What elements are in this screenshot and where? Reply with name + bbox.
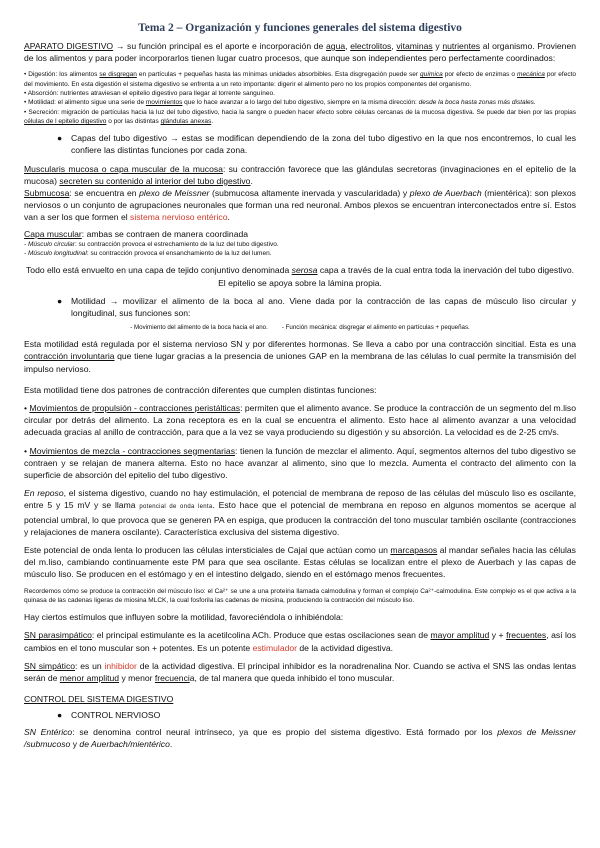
procesos-list [24,70,576,126]
bullet-dot: ● [57,710,63,721]
enterico-paragraph: SN Entérico: se denomina control neural intrínseco, ya que es propio del sistema digestivo. Está formado por los plexos de Meissner /submucoso y de Auerbach/mientérico. [24,726,577,749]
capas-bullet: ● Capas del tubo digestivo → estas se modifican dependiendo de la zona del tubo digestivo en la que nos encontremos, lo cual les confiere las distintas funciones por cada zona. [57,133,576,156]
proceso-digestion: • Digestión: los alimentos se disgregan en partículas + pequeñas hasta las mínimas unidades absorbibles. Esta disgregación puede ser química por efecto de enzimas o mecánica por efecto del movimiento. En esta digestión el sistema digestivo se enfrenta a un reto importante: digerir el alimento pero no los propios componentes del organismo. [24,71,576,88]
funcion-movimiento: - Movimiento del alimento de la boca hacia el ano. [130,324,268,332]
simpatico-paragraph: SN simpático: es un inhibidor de la actividad digestiva. El principal inhibidor es la noradrenalina Nor. Cuando se activa el SNS las ondas lentas serán de menor amplitud y menor frecuencia, de tal manera que queda inhibido el tono muscular. [24,660,577,684]
musculo-circular-line: - Músculo circular: su contracción provoca el estrechamiento de la luz del tubo digestivo. [24,240,279,248]
bullet-dot: ● [57,295,63,306]
aparato-label: APARATO DIGESTIVO [24,41,114,51]
proceso-secrecion: • Secreción: migración de partículas hacia la luz del tubo digestivo, hacia la sangre o pueden hacer efecto sobre células cercanas de la mucosa digestiva. Se puede dar bien por las propias células de l epitelio digestivo o por las distintas glándulas anexas. [24,108,576,125]
control-heading: CONTROL DEL SISTEMA DIGESTIVO [24,694,174,705]
propulsion-paragraph: • Movimientos de propulsión - contracciones peristálticas: permiten que el alimento avance. Se produce la contracción de un segmento del m.liso circular por detrás del alimento. La zona receptora es en la cual se encuentra el alimento. Esto hace al alimento avanzar a una velocidad adecuada gracias al anillo de contracción, para que a la vez se vaya produciendo su digestión y su absorción. La velocidad es de 2-25 cm/s. [24,403,576,438]
musculo-longitudinal-line: - Músculo longitudinal: su contracción provoca el ensanchamiento de la luz del lumen. [24,250,272,258]
calcio-paragraph: Recordemos cómo se produce la contracción del músculo liso: el Ca²⁺ se une a una proteína llamada calmodulina y forman el complejo Ca²⁺-calmodulina. Este complejo es el que activa a la quinasa de las cadenas ligeras de miosina MLCK, la cual fosforila las cadenas de miosina, produciendo la contracción del músculo liso. [24,587,576,604]
page-title: Tema 2 – Organización y funciones generales del sistema digestivo [138,22,462,34]
parasimpatico-paragraph: SN parasimpático: el principal estimulante es la acetilcolina ACh. Produce que estas oscilaciones sean de mayor amplitud y + frecuentes, así los cambios en el tono muscular son + potentes. Es un potente estimulador de la actividad digestiva. [24,630,576,653]
muscularis-paragraph: Muscularis mucosa o capa muscular de la mucosa: su contracción favorece que las glándulas secretoras (invaginaciones en el epitelio de la mucosa) secreten su contenido al interior del tubo digestivo. [24,163,576,186]
reposo-paragraph: En reposo, el sistema digestivo, cuando no hay estimulación, el potencial de membrana de reposo de las células del músculo liso es oscilante, entre 5 y 15 mV y se llama potencial de onda lenta. Esto hace que el potencial de membrana en reposo en algunos momentos se acerque al potencial umbral, lo que provoca que se generen PA en espiga, que producen la contracción del tono muscular también oscilante (contracciones y relajaciones de manera oscilante). Característica exclusiva del sistema digestivo. [24,488,577,537]
proceso-motilidad: • Motilidad: el alimento sigue una serie de movimientos que lo hace avanzar a lo largo del tubo digestivo, siempre en la misma dirección: desde la boca hasta zonas más distales. [24,99,536,107]
motilidad-funciones [24,323,576,332]
aparato-paragraph: APARATO DIGESTIVO → su función principal es el aporte e incorporación de agua, electrolitos, vitaminas y nutrientes al organismo. Provienen de los alimentos y para poder incorporarlos tienen lugar cuatro procesos, que aunque son independientes pero perfectamente coordinados: [24,41,577,64]
bullet-dot: ● [57,133,63,144]
capa-muscular-paragraph: Capa muscular: ambas se contraen de manera coordinada [24,228,249,239]
motilidad-bullet: ● Motilidad → movilizar el alimento de la boca al ano. Viene dada por la contracción de las capas de músculo liso circular y longitudinal, sus funciones son: [57,295,576,319]
estimulos-paragraph: Hay ciertos estímulos que influyen sobre la motilidad, favoreciéndola o inhibiéndola: [24,612,344,623]
control-nervioso-bullet: ● CONTROL NERVIOSO [57,710,161,721]
proceso-absorcion: • Absorción: nutrientes atraviesan el epitelio digestivo para llegar al torrente sanguíneo. [24,90,275,97]
patrones-paragraph: Esta motilidad tiene dos patrones de contracción diferentes que cumplen distintas funciones: [24,384,377,395]
regulada-paragraph: Esta motilidad está regulada por el sistema nervioso SN y por diferentes hormonas. Se lleva a cabo por una contracción sincitial. Esta es una contracción involuntaria que tiene lugar gracias a la presencia de uniones GAP en la membrana de las células lo cual permite la transmisión del impulso nervioso. [24,339,576,374]
submucosa-paragraph: Submucosa: se encuentra en plexo de Meissner (submucosa altamente inervada y vascularidada) y plexo de Auerbach (mientérica): son plexos nerviosos o un conjunto de agrupaciones neuronales que forman una red neuronal. Ambos plexos se encuentran interconectados entre sí. Estos van a ser los que formen el sistema nervioso entérico. [24,188,576,223]
mezcla-paragraph: • Movimientos de mezcla - contracciones segmentarias: tienen la función de mezclar el alimento. Aquí, segmentos alternos del tubo digestivo se contraen y se relajan de manera alterna. Esto no hace avanzar al alimento, sino que lo mezcla. Aumenta el contracto del alimento con la superficie de absorción del epitelio del tubo digestivo. [24,445,576,481]
cajal-paragraph: Este potencial de onda lenta lo producen las células intersticiales de Cajal que actúan como un marcapasos al mandar señales hacia las células del m.liso, cambiando continuamente este PM para que sea oscilante. Estas células se localizan entre el plexo de Auerbach y las capas de músculo liso. Se producen en el estómago y en el intestino delgado, siendo en el estómago menos frecuentes. [24,545,576,580]
funcion-mecanica: - Función mecánica: disgregar el alimento en partículas + pequeñas. [281,324,470,332]
serosa-paragraph: Todo ello está envuelto en una capa de tejido conjuntivo denominada serosa capa a través de la cual entra toda la inervación del tubo digestivo. El epitelio se apoya sobre la lámina propia. [26,265,574,288]
